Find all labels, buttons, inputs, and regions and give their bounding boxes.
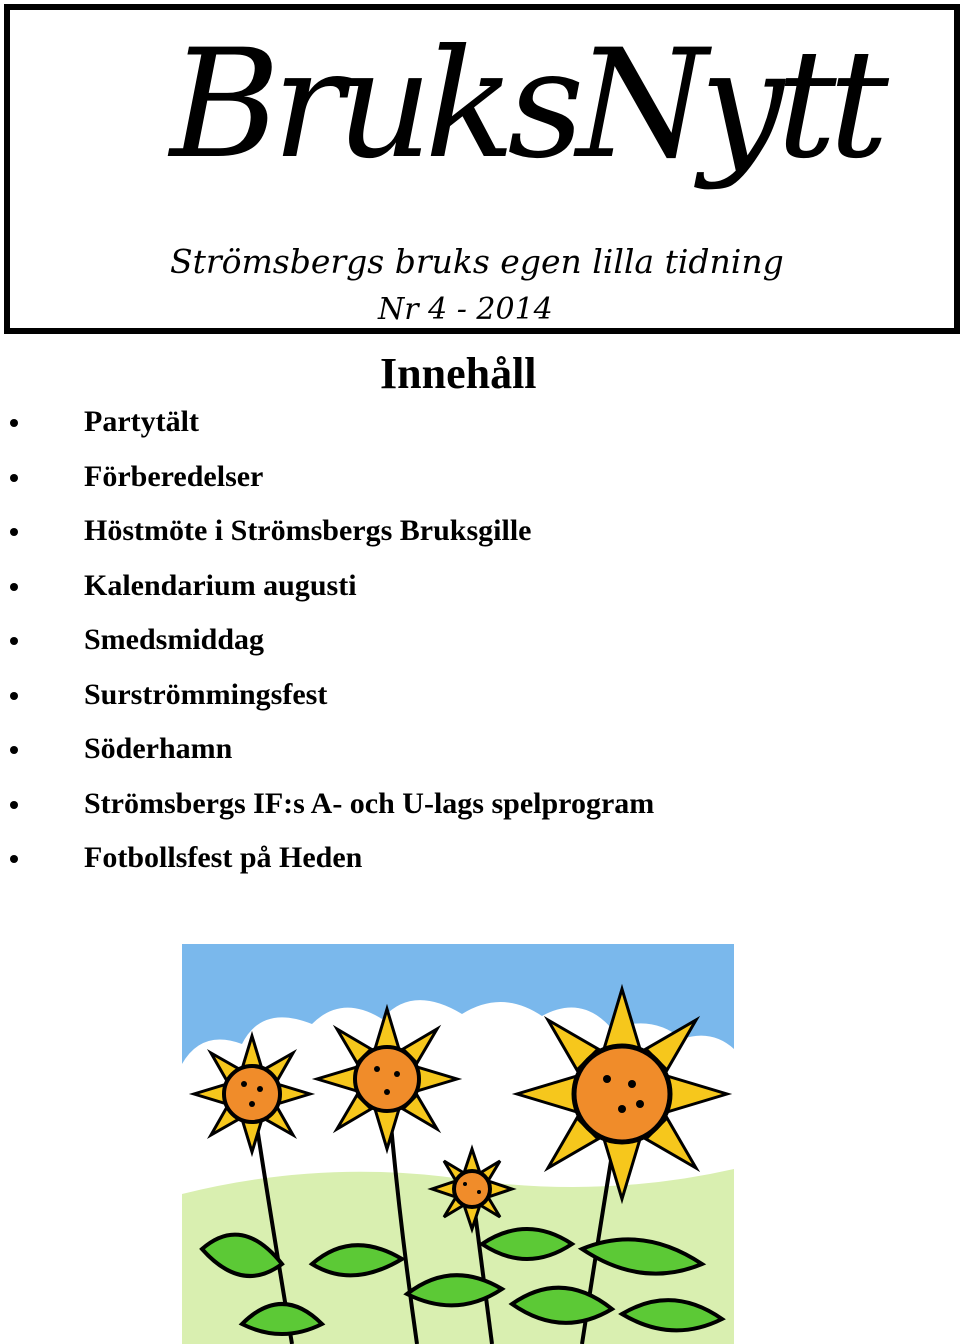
bullet-icon xyxy=(10,692,18,700)
sunflower-1 xyxy=(194,1036,310,1152)
bullet-icon xyxy=(10,801,18,809)
bullet-icon xyxy=(10,583,18,591)
toc-item-label: Kalendarium augusti xyxy=(84,568,357,602)
toc-heading: Innehåll xyxy=(380,349,537,398)
sunflower-2 xyxy=(317,1009,457,1149)
masthead xyxy=(4,4,960,334)
toc-item xyxy=(0,784,654,839)
sunflowers-illustration xyxy=(182,944,734,1344)
toc-item xyxy=(0,729,654,784)
sunflower-3 xyxy=(432,1149,512,1229)
bullet-icon xyxy=(10,637,18,645)
toc-item-label: Söderhamn xyxy=(84,732,233,765)
bullet-icon xyxy=(10,528,18,536)
toc-item xyxy=(0,457,654,512)
toc-item-label: Fotbollsfest på Heden xyxy=(84,841,363,874)
toc-item xyxy=(0,566,654,621)
toc-item xyxy=(0,838,654,893)
sunflower-4 xyxy=(517,989,727,1199)
issue-number: Nr 4 - 2014 xyxy=(378,292,553,327)
masthead-title: BruksNytt xyxy=(170,18,881,192)
toc-item xyxy=(0,511,654,566)
bullet-icon xyxy=(10,474,18,482)
bullet-icon xyxy=(10,419,18,427)
toc-item-label: Smedsmiddag xyxy=(84,623,265,656)
bullet-icon xyxy=(10,746,18,754)
toc-item xyxy=(0,402,654,457)
bullet-icon xyxy=(10,855,18,863)
toc-item-label: Strömsbergs IF:s A- och U-lags spelprogram xyxy=(84,786,655,820)
toc-item-label: Partytält xyxy=(84,405,199,438)
toc-list xyxy=(0,402,654,893)
toc-item xyxy=(0,620,654,675)
toc-item-label: Förberedelser xyxy=(84,459,264,493)
toc-item-label: Höstmöte i Strömsbergs Bruksgille xyxy=(84,514,532,547)
toc-item xyxy=(0,675,654,730)
toc-item-label: Surströmmingsfest xyxy=(84,677,328,711)
masthead-subtitle: Strömsbergs bruks egen lilla tidning xyxy=(170,242,784,281)
